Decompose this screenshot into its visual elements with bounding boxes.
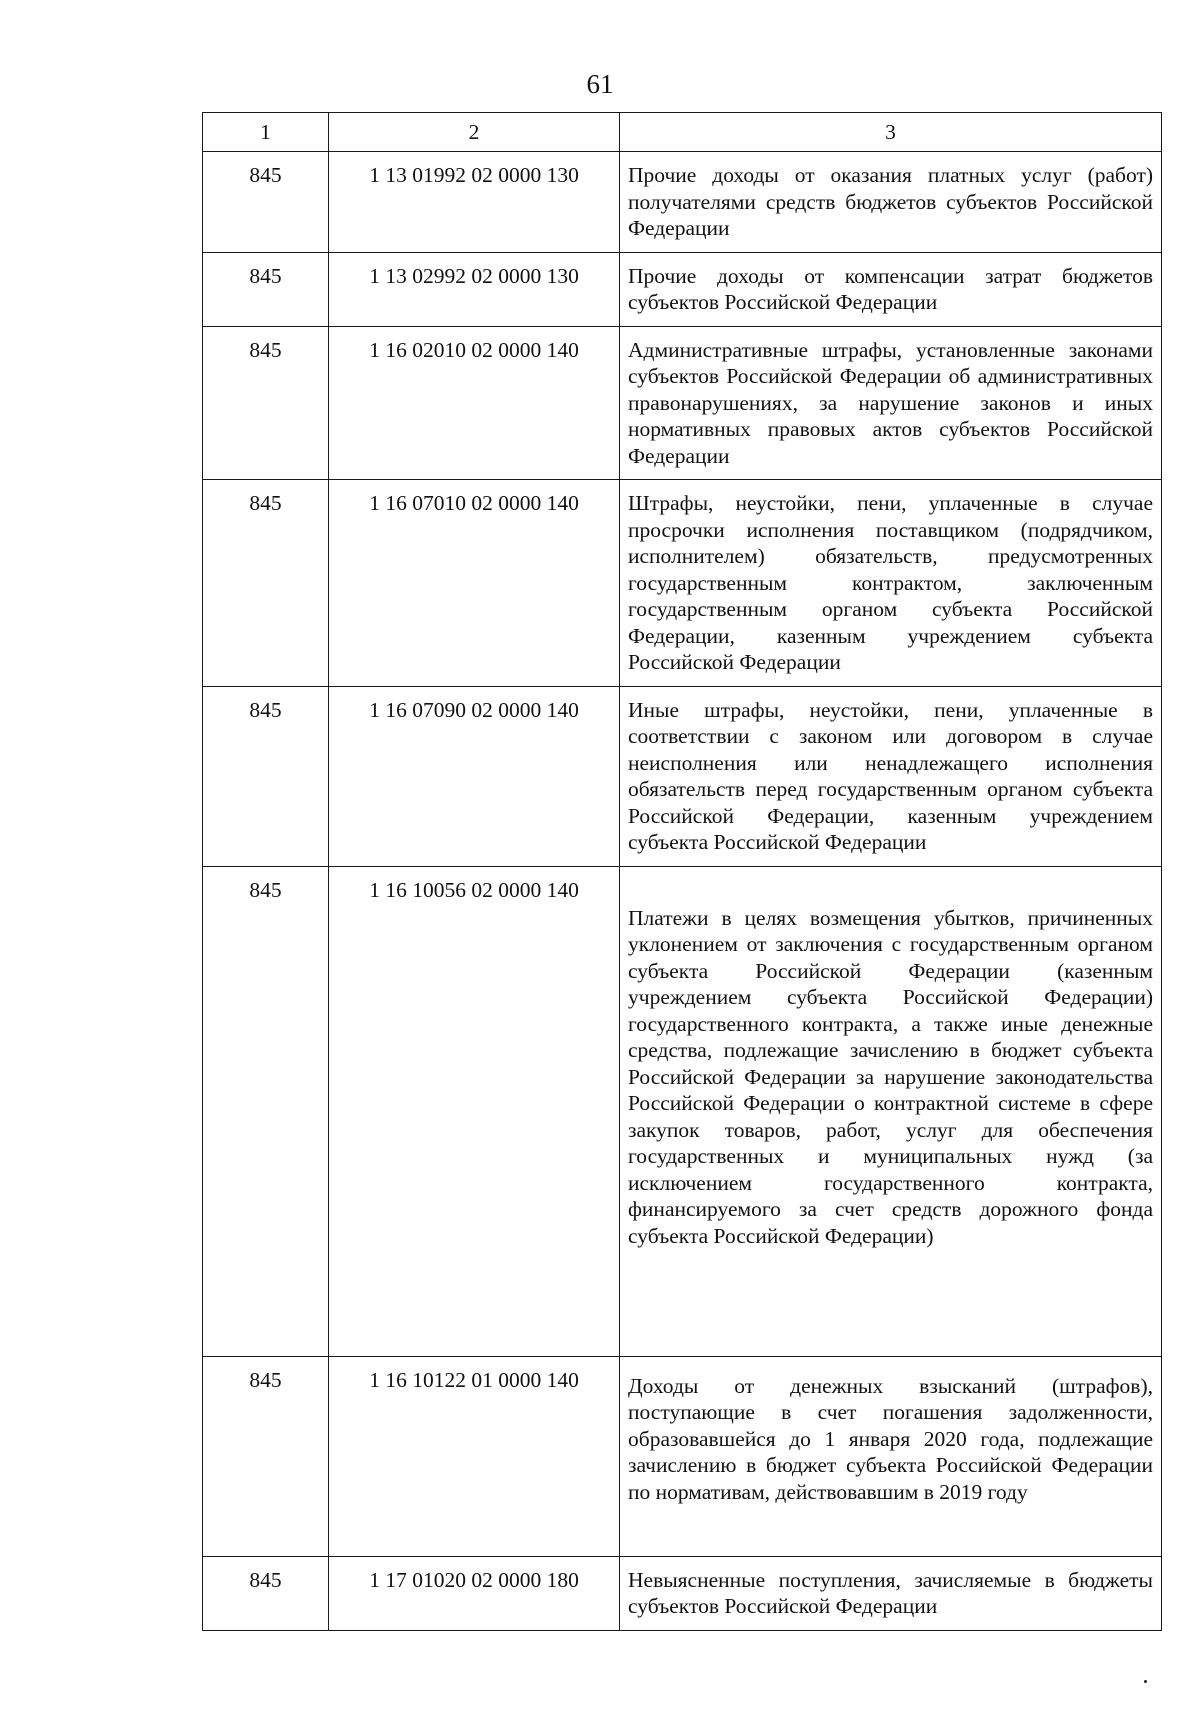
revenue-name-text: Доходы от денежных взысканий (штрафов), поступающие в счет погашения задолженности, образовавшейся до 1 января 2020 года, подлежащие зачислению в бюджет субъекта Российской Федерации по нормативам, действовавшим в 2019 году xyxy=(628,1373,1153,1504)
revenue-name-cell xyxy=(620,326,1162,480)
kbk-code-cell: 1 16 10122 01 0000 140 xyxy=(329,1356,620,1556)
admin-code-cell: 845 xyxy=(203,326,329,480)
revenue-name-text: Платежи в целях возмещения убытков, причиненных уклонением от заключения с государственным органом субъекта Российской Федерации (казенным учреждением субъекта Российской Федерации) государственного контракта, а также иные денежные средства, подлежащие зачислению в бюджет субъекта Российской Федерации за нарушение законодательства Российской Федерации о контрактной системе в сфере закупок товаров, работ, услуг для обеспечения государственных и муниципальных нужд (за исключением государственного контракта, финансируемого за счет средств дорожного фонда субъекта Российской Федерации) xyxy=(628,905,1153,1248)
admin-code-cell: 845 xyxy=(203,480,329,687)
revenue-name-text: Прочие доходы от компенсации затрат бюджетов субъектов Российской Федерации xyxy=(628,263,1153,314)
kbk-code-cell: 1 16 02010 02 0000 140 xyxy=(329,326,620,480)
table-row xyxy=(203,1356,1162,1556)
kbk-code-cell: 1 17 01020 02 0000 180 xyxy=(329,1556,620,1630)
revenue-name-cell xyxy=(620,252,1162,326)
admin-code-cell: 845 xyxy=(203,686,329,866)
revenue-name-cell xyxy=(620,686,1162,866)
revenue-name-cell xyxy=(620,480,1162,687)
admin-code-cell: 845 xyxy=(203,1556,329,1630)
revenue-name-cell xyxy=(620,1356,1162,1556)
table-row xyxy=(203,326,1162,480)
admin-code-cell: 845 xyxy=(203,866,329,1356)
admin-code-cell: 845 xyxy=(203,252,329,326)
table-row xyxy=(203,480,1162,687)
kbk-code-cell: 1 16 10056 02 0000 140 xyxy=(329,866,620,1356)
table-row xyxy=(203,252,1162,326)
kbk-code-cell: 1 13 01992 02 0000 130 xyxy=(329,152,620,253)
revenue-name-text: Штрафы, неустойки, пени, уплаченные в случае просрочки исполнения поставщиком (подрядчиком, исполнителем) обязательств, предусмотренных государственным контрактом, заключенным государственным органом субъекта Российской Федерации, казенным учреждением субъекта Российской Федерации xyxy=(628,491,1153,674)
revenue-name-text: Иные штрафы, неустойки, пени, уплаченные в соответствии с законом или договором в случае неисполнения или ненадлежащего исполнения обязательств перед государственным органом субъекта Российской Федерации, казенным учреждением субъекта Российской Федерации xyxy=(628,697,1153,854)
table-row xyxy=(203,1556,1162,1630)
column-number-1: 1 xyxy=(203,113,329,152)
kbk-code-cell: 1 16 07010 02 0000 140 xyxy=(329,480,620,687)
revenue-name-text: Невыясненные поступления, зачисляемые в бюджеты субъектов Российской Федерации xyxy=(628,1567,1153,1618)
admin-code-cell: 845 xyxy=(203,152,329,253)
column-number-3: 3 xyxy=(620,113,1162,152)
revenue-name-text: Прочие доходы от оказания платных услуг (работ) получателями средств бюджетов субъектов Российской Федерации xyxy=(628,163,1153,240)
revenue-codes-table xyxy=(202,112,1162,1631)
admin-code-cell: 845 xyxy=(203,1356,329,1556)
scan-speck xyxy=(1144,1680,1147,1683)
kbk-code-cell: 1 16 07090 02 0000 140 xyxy=(329,686,620,866)
revenue-name-cell xyxy=(620,866,1162,1356)
revenue-name-text: Административные штрафы, установленные законами субъектов Российской Федерации об административных правонарушениях, за нарушение законов и иных нормативных правовых актов субъектов Российской Федерации xyxy=(628,337,1153,468)
revenue-name-cell xyxy=(620,1556,1162,1630)
revenue-name-cell xyxy=(620,152,1162,253)
table-row xyxy=(203,866,1162,1356)
kbk-code-cell: 1 13 02992 02 0000 130 xyxy=(329,252,620,326)
table-row xyxy=(203,152,1162,253)
table-header-row xyxy=(203,113,1162,152)
page-number: 61 xyxy=(586,69,614,99)
column-number-2: 2 xyxy=(329,113,620,152)
table-row xyxy=(203,686,1162,866)
